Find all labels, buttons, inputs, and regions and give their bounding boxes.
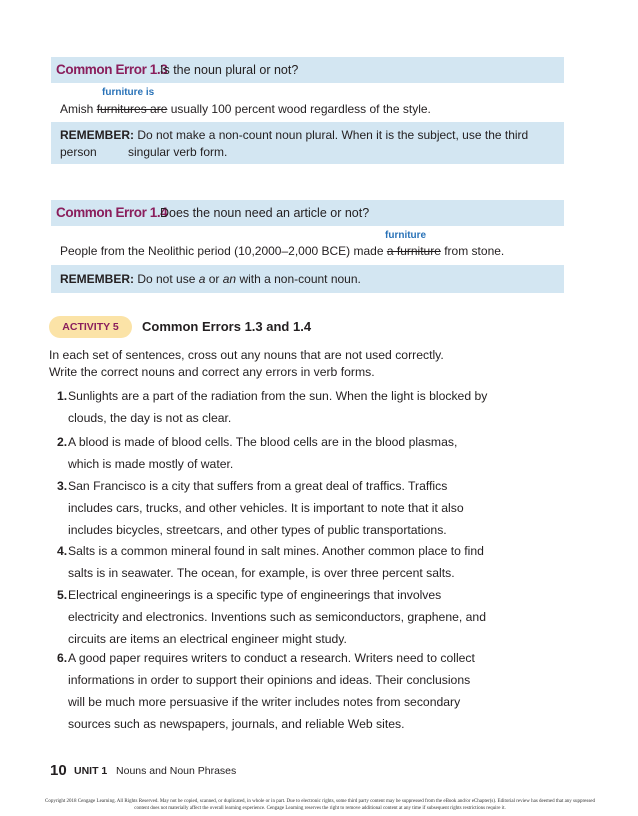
item-text: A good paper requires writers to conduct a research. Writers need to collect informations in order to support their opinions and ideas. Their conclusions will be much more persuasive if the writer includes notes from secondary sources such as newspapers, journals, and reliable Web sites. — [68, 651, 475, 731]
remember-label: REMEMBER: — [60, 272, 134, 286]
exercise-item — [49, 385, 489, 429]
common-error-label: Common Error 1.4 — [56, 205, 168, 220]
item-text: Electrical engineerings is a specific type of engineerings that involves electricity and electronics. Inventions such as semiconductors, graphene, and circuits are items an electrical engineer might study. — [68, 588, 486, 646]
page-number: 10 — [50, 762, 67, 779]
handwritten-correction: furniture is — [102, 87, 155, 98]
common-error-label: Common Error 1.3 — [56, 62, 168, 77]
item-number: 5. — [57, 588, 68, 602]
exercise-item — [49, 584, 489, 650]
exercise-item — [49, 475, 489, 541]
remember-label: REMEMBER: — [60, 128, 134, 142]
remember-text-continued: singular verb form. — [128, 145, 228, 159]
activity-title: Common Errors 1.3 and 1.4 — [142, 319, 312, 334]
item-number: 1. — [57, 389, 68, 403]
copyright-notice: Copyright 2018 Cengage Learning. All Rights Reserved. May not be copied, scanned, or duplicated, in whole or in part. Due to electronic rights, some third party content may be suppressed from the eBook and/or eChapter(s). Editorial review has deemed that any suppressed content does not materially affect the overall learning experience. Cengage Learning reserves the right to remove additional content at any time if subsequent rights restrictions require it. — [45, 799, 595, 811]
common-error-1-3-box — [51, 57, 564, 164]
item-number: 2. — [57, 435, 68, 449]
unit-label: UNIT 1 — [74, 765, 108, 777]
common-error-example — [51, 226, 564, 265]
struck-text: a furniture — [386, 244, 441, 258]
example-sentence: People from the Neolithic period (10,2000–2,000 BCE) made a furniture from stone. — [60, 244, 505, 258]
common-error-1-4-header — [51, 200, 564, 226]
item-text: San Francisco is a city that suffers from a great deal of traffics. Traffics includes cars, trucks, and other vehicles. It is important to note that it also includes bicycles, streetcars, and other types of public transportations. — [68, 479, 464, 537]
item-number: 3. — [57, 479, 68, 493]
activity-instructions: In each set of sentences, cross out any nouns that are not used correctly. Write the correct nouns and correct any errors in verb forms. — [49, 348, 444, 379]
item-text: A blood is made of blood cells. The blood cells are in the blood plasmas, which is made mostly of water. — [68, 435, 458, 471]
example-sentence: Amish furnitures are usually 100 percent wood regardless of the style. — [60, 102, 431, 116]
remember-note — [51, 122, 564, 164]
exercise-item — [49, 540, 489, 584]
common-error-1-4-box — [51, 200, 564, 293]
item-number: 4. — [57, 544, 68, 558]
exercise-item — [49, 647, 489, 735]
struck-text: furnitures are — [96, 102, 168, 116]
item-number: 6. — [57, 651, 68, 665]
item-text: Sunlights are a part of the radiation from the sun. When the light is blocked by clouds, the day is not as clear. — [68, 389, 488, 425]
item-text: Salts is a common mineral found in salt mines. Another common place to find salts is in seawater. The ocean, for example, is over three percent salts. — [68, 544, 484, 580]
common-error-example — [51, 83, 564, 122]
activity-badge: ACTIVITY 5 — [49, 316, 132, 338]
exercise-item — [49, 431, 489, 475]
common-error-question: Does the noun need an article or not? — [160, 206, 370, 220]
remember-text: Do not make a non-count noun plural. When it is the subject, use the third person — [60, 128, 529, 159]
handwritten-correction: furniture — [385, 230, 427, 241]
remember-note: REMEMBER: Do not use a or an with a non-count noun. — [51, 265, 564, 293]
unit-title: Nouns and Noun Phrases — [116, 765, 237, 777]
common-error-1-3-header — [51, 57, 564, 83]
running-footer — [74, 765, 236, 777]
common-error-question: Is the noun plural or not? — [160, 63, 299, 77]
